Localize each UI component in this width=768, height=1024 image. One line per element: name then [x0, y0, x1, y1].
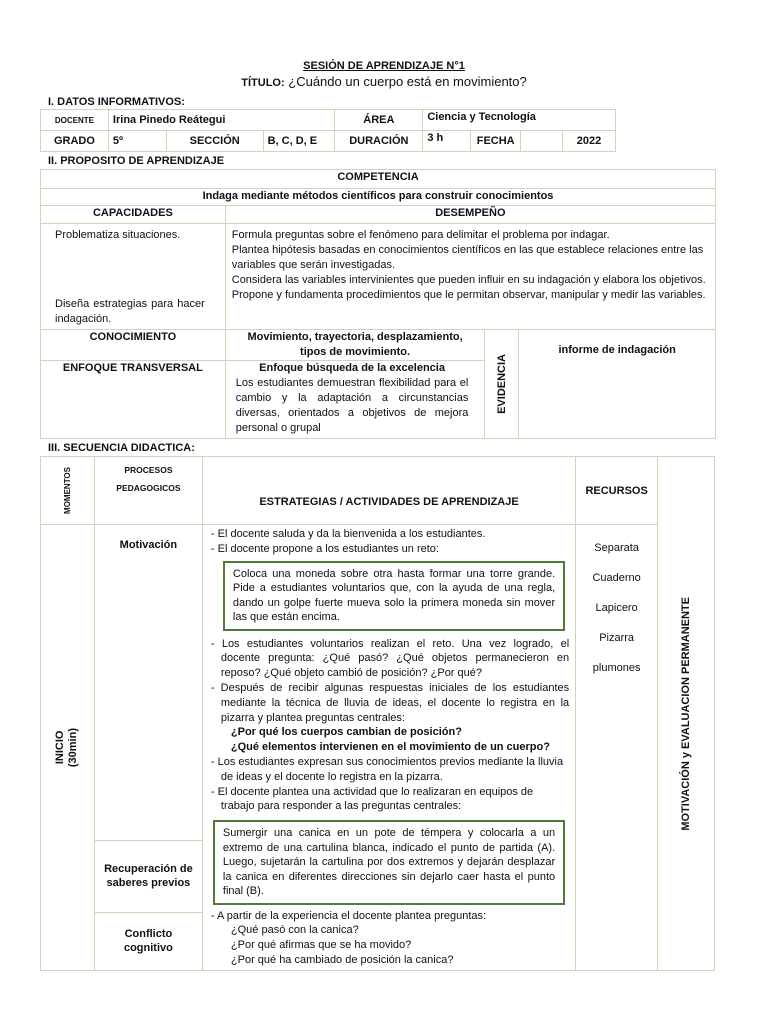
area-value: Ciencia y Tecnología	[423, 110, 616, 131]
duracion-value: 3 h	[423, 131, 471, 152]
side-label: MOTIVACIÓN y EVALUACION PERMANENTE	[680, 596, 693, 831]
secuencia-table	[40, 456, 715, 971]
recurso-pizarra: Pizarra	[599, 632, 635, 644]
capacidades-cell	[41, 224, 226, 330]
recurso-lapicero: Lapicero	[595, 602, 638, 614]
procesos-header	[94, 457, 202, 525]
motivacion-label: Motivación	[94, 525, 202, 841]
momentos-label: MOMENTOS	[62, 467, 72, 514]
evidencia-value: informe de indagación	[519, 330, 716, 439]
fecha-label: FECHA	[471, 131, 521, 152]
seccion-label: SECCIÓN	[166, 131, 263, 152]
recurso-plumones: plumones	[592, 662, 641, 674]
activity-7: - A partir de la experiencia el docente plantea preguntas:	[210, 909, 487, 922]
year-value: 2022	[563, 131, 616, 152]
activity-6: - El docente plantea una actividad que lo realizaran en equipos de trabajo para responder a las preguntas centrales:	[210, 785, 534, 813]
side-label-cell	[658, 457, 715, 971]
recurso-cuaderno: Cuaderno	[592, 572, 641, 584]
question-5: ¿Por qué ha cambiado de posición la canica?	[230, 954, 454, 967]
docente-label: DOCENTE	[41, 110, 109, 131]
section-proposito-heading: II. PROPOSITO DE APRENDIZAJE	[48, 155, 225, 167]
inicio-cell	[41, 525, 95, 971]
conocimiento-label: CONOCIMIENTO	[41, 330, 226, 361]
grado-value: 5º	[108, 131, 166, 152]
datos-table	[40, 109, 616, 152]
inicio-label	[54, 728, 80, 767]
desempeno-3: Considera las variables intervinientes que pueden influir en su indagación y elabora los objetivos.	[231, 274, 706, 286]
central-question-2: ¿Qué elementos intervienen en el movimiento de un cuerpo?	[230, 741, 550, 754]
area-label: ÁREA	[335, 110, 423, 131]
recuperacion-label: Recuperación de saberes previos	[94, 841, 202, 912]
estrategias-header: ESTRATEGIAS / ACTIVIDADES DE APRENDIZAJE	[202, 457, 575, 525]
challenge-box: Coloca una moneda sobre otra hasta formar una torre grande. Pide a estudiantes voluntarios que, con la ayuda de una regla, dando un golpe fuerte mueva solo la primera moneda sin mover las que están encima.	[223, 561, 565, 631]
question-3: ¿Qué pasó con la canica?	[230, 924, 359, 937]
inicio-text: INICIO	[54, 730, 67, 765]
section-secuencia-heading: III. SECUENCIA DIDACTICA:	[48, 442, 195, 454]
procesos-line1: PROCESOS	[124, 465, 173, 475]
recursos-header: RECURSOS	[576, 457, 658, 525]
fecha-value	[521, 131, 563, 152]
momentos-header	[41, 457, 95, 525]
question-4: ¿Por qué afirmas que se ha movido?	[230, 939, 412, 952]
competencia-value: Indaga mediante métodos científicos para construir conocimientos	[41, 189, 716, 206]
capacidad-2: Diseña estrategias para hacer indagación.	[55, 298, 205, 325]
page-title	[0, 74, 768, 89]
grado-label: GRADO	[41, 131, 109, 152]
activity-3: - Los estudiantes voluntarios realizan el reto. Una vez logrado, el docente pregunta: ¿Qué pasó? ¿Qué objetos permanecieron en reposo? ¿Qué objeto cambió de posición? ¿Por qué?	[210, 637, 570, 680]
duracion-label: DURACIÓN	[335, 131, 423, 152]
desempeno-cell	[225, 224, 715, 330]
central-question-1: ¿Por qué los cuerpos cambian de posición?	[230, 726, 462, 739]
session-title: SESIÓN DE APRENDIZAJE N°1	[303, 60, 465, 72]
enfoque-cell	[225, 361, 485, 439]
desempeno-1: Formula preguntas sobre el fenómeno para delimitar el problema por indagar.	[231, 229, 610, 241]
activity-2: - El docente propone a los estudiantes un reto:	[210, 542, 439, 555]
evidencia-label: EVIDENCIA	[495, 354, 508, 414]
desempeno-label: DESEMPEÑO	[225, 206, 715, 224]
activity-4: - Después de recibir algunas respuestas iniciales de los estudiantes mediante la técnica de lluvia de ideas, el docente lo registra en la pizarra y plantea preguntas centrales:	[210, 681, 570, 724]
titulo-value: ¿Cuándo un cuerpo está en movimiento?	[288, 74, 527, 89]
capacidades-label: CAPACIDADES	[41, 206, 226, 224]
desempeno-2: Plantea hipótesis basadas en conocimientos científicos en las que establece relaciones entre las variables que serán investigadas.	[231, 244, 704, 271]
conocimiento-value: Movimiento, trayectoria, desplazamiento, tipos de movimiento.	[225, 330, 485, 361]
titulo-label: TÍTULO:	[241, 77, 285, 89]
section-datos-heading: I. DATOS INFORMATIVOS:	[48, 96, 185, 108]
desempeno-4: Propone y fundamenta procedimientos que le permitan observar, manipular y medir las variables.	[231, 289, 706, 301]
activity-1: - El docente saluda y da la bienvenida a los estudiantes.	[210, 528, 486, 540]
inicio-time: (30min)	[67, 727, 80, 767]
enfoque-text: Los estudiantes demuestran flexibilidad para el cambio y la adaptación a circunstancias diversas, orientados a objetivos de mejora personal o grupal	[235, 377, 469, 434]
experiment-box: Sumergir una canica en un pote de témpera y colocarla a un extremo de una cartulina blanca, indicado el punto de partida (A). Luego, sujetarán la cartulina por dos extremos y dejarán desplazar la canica en diferentes direcciones sin dejarlo caer hasta el punto final (B).	[213, 820, 565, 905]
enfoque-title: Enfoque búsqueda de la excelencia	[259, 362, 445, 374]
capacidad-1: Problematiza situaciones.	[55, 229, 181, 241]
enfoque-label: ENFOQUE TRANSVERSAL	[41, 361, 226, 439]
activities-cell	[202, 525, 575, 971]
evidencia-label-cell	[485, 330, 519, 439]
conflicto-label: Conflicto cognitivo	[94, 912, 202, 970]
recursos-cell	[576, 525, 658, 971]
activity-5: - Los estudiantes expresan sus conocimientos previos mediante la lluvia de ideas y el docente lo registra en la pizarra.	[210, 755, 564, 783]
seccion-value: B, C, D, E	[263, 131, 335, 152]
procesos-line2: PEDAGOGICOS	[116, 483, 181, 493]
docente-value: Irina Pinedo Reátegui	[108, 110, 334, 131]
recurso-separata: Separata	[594, 542, 639, 554]
competencia-label: COMPETENCIA	[41, 170, 716, 189]
proposito-table	[40, 169, 716, 439]
